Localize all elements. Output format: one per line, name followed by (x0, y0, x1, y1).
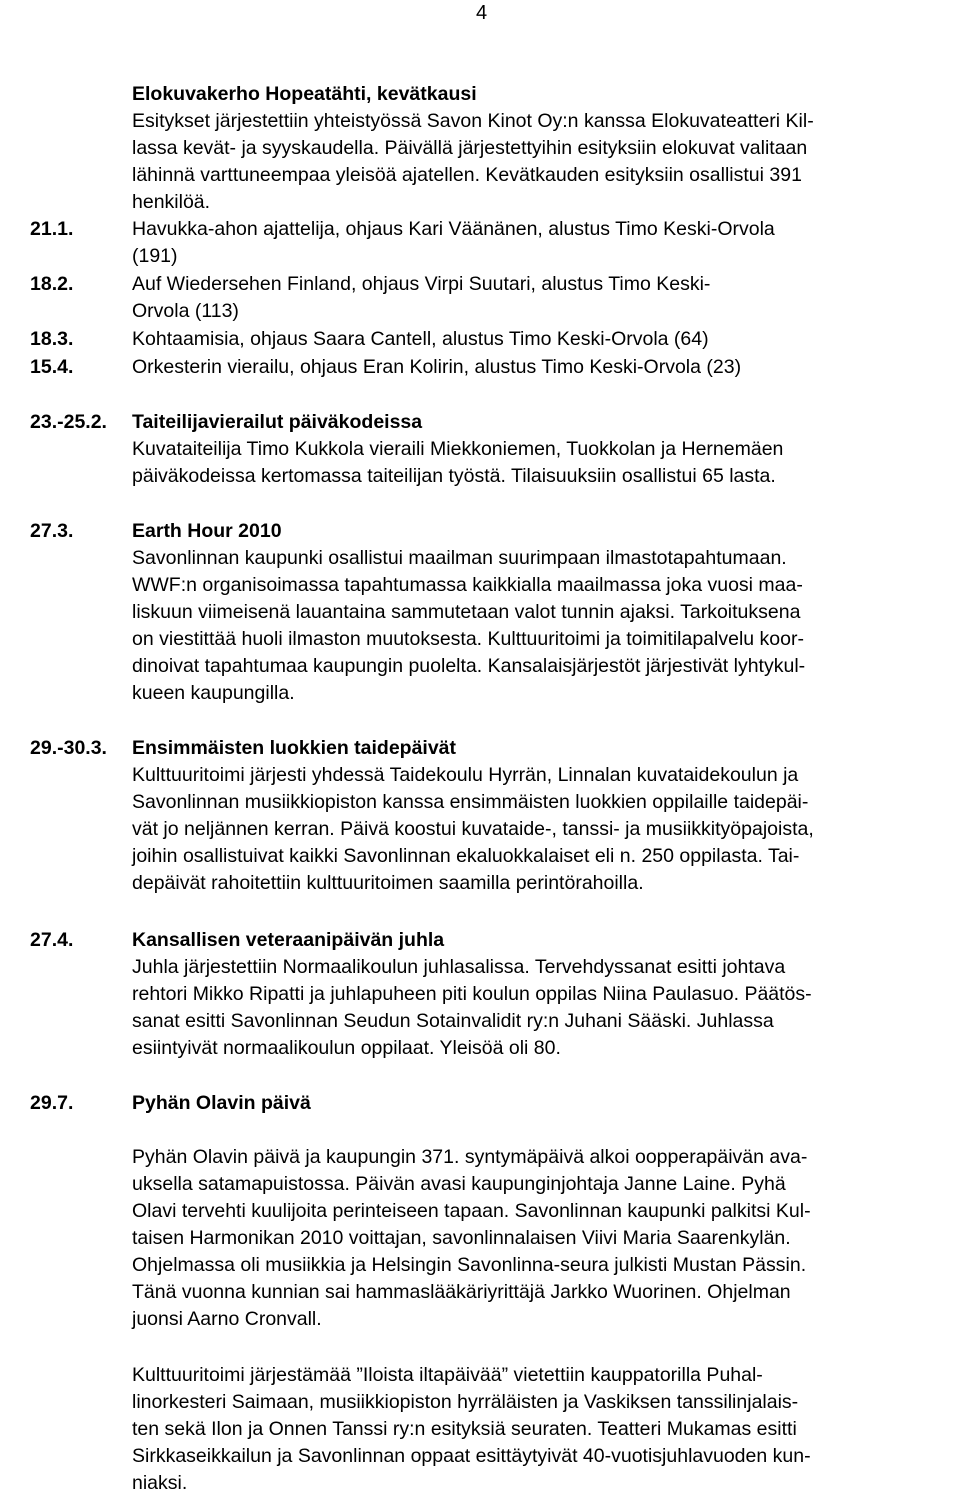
screening-text: Auf Wiedersehen Finland, ohjaus Virpi Suutari, alustus Timo Keski- (132, 273, 711, 295)
screening-text: (191) (132, 245, 178, 267)
event-date: 23.-25.2. (30, 411, 107, 433)
screening-text: Orvola (113) (132, 300, 239, 322)
event-title: Pyhän Olavin päivä (132, 1092, 311, 1114)
body-line: juonsi Aarno Cronvall. (132, 1308, 322, 1330)
screening-text: Orkesterin vierailu, ohjaus Eran Kolirin, alustus Timo Keski-Orvola (23) (132, 356, 742, 378)
body-line: sanat esitti Savonlinnan Seudun Sotainvalidit ry:n Juhani Sääski. Juhlassa (132, 1010, 774, 1032)
body-line: lassa kevät- ja syyskaudella. Päivällä järjestettyihin esityksiin elokuvat valitaan (132, 137, 808, 159)
body-line: ten sekä Ilon ja Onnen Tanssi ry:n esityksiä seuraten. Teatteri Mukamas esitti (132, 1418, 797, 1440)
body-line: vät jo neljännen kerran. Päivä koostui kuvataide-, tanssi- ja musiikkityöpajoista, (132, 818, 814, 840)
event-date: 29.7. (30, 1092, 74, 1114)
section-title: Elokuvakerho Hopeatähti, kevätkausi (132, 83, 477, 105)
body-line: Tänä vuonna kunnian sai hammaslääkäriyrittäjä Jarkko Wuorinen. Ohjelman (132, 1281, 791, 1303)
body-line: rehtori Mikko Ripatti ja juhlapuheen piti koulun oppilas Niina Paulasuo. Päätös- (132, 983, 812, 1005)
event-date: 27.3. (30, 520, 74, 542)
event-date: 27.4. (30, 929, 74, 951)
body-line: lähinnä varttuneempaa yleisöä ajatellen. Kevätkauden esityksiin osallistui 391 (132, 164, 802, 186)
body-line: linorkesteri Saimaan, musiikkiopiston hyrräläisten ja Vaskiksen tanssilinjalais- (132, 1391, 799, 1413)
screening-date: 18.3. (30, 328, 74, 350)
event-title: Kansallisen veteraanipäivän juhla (132, 929, 445, 951)
body-line: depäivät rahoitettiin kulttuuritoimen saamilla perintörahoilla. (132, 872, 644, 894)
body-line: Esitykset järjestettiin yhteistyössä Savon Kinot Oy:n kanssa Elokuvateatteri Kil- (132, 110, 814, 132)
body-line: joihin osallistuivat kaikki Savonlinnan ekaluokkalaiset eli n. 250 oppilasta. Tai- (132, 845, 800, 867)
body-line: Juhla järjestettiin Normaalikoulun juhlasalissa. Tervehdyssanat esitti johtava (132, 956, 786, 978)
body-line: Savonlinnan kaupunki osallistui maailman suurimpaan ilmastotapahtumaan. (132, 547, 787, 569)
event-title: Ensimmäisten luokkien taidepäivät (132, 737, 457, 759)
body-line: WWF:n organisoimassa tapahtumassa kaikkialla maailmassa joka vuosi maa- (132, 574, 803, 596)
body-line: Savonlinnan musiikkiopiston kanssa ensimmäisten luokkien oppilaille taidepäi- (132, 791, 809, 813)
body-line: Sirkkaseikkailun ja Savonlinnan oppaat esittäytyivät 40-vuotisjuhlavuoden kun- (132, 1445, 811, 1467)
body-line: henkilöä. (132, 191, 211, 213)
body-line: Kuvataiteilija Timo Kukkola vieraili Miekkoniemen, Tuokkolan ja Hernemäen (132, 438, 784, 460)
body-line: taisen Harmonikan 2010 voittajan, savonlinnalaisen Viivi Maria Saarenkylän. (132, 1227, 791, 1249)
body-line: esiintyivät normaalikoulun oppilaat. Yleisöä oli 80. (132, 1037, 561, 1059)
body-line: Kulttuuritoimi järjesti yhdessä Taidekoulu Hyrrän, Linnalan kuvataidekoulun ja (132, 764, 799, 786)
body-line: uksella satamapuistossa. Päivän avasi kaupunginjohtaja Janne Laine. Pyhä (132, 1173, 786, 1195)
body-line: päiväkodeissa kertomassa taiteilijan työstä. Tilaisuuksiin osallistui 65 lasta. (132, 465, 776, 487)
screening-date: 15.4. (30, 356, 74, 378)
event-date: 29.-30.3. (30, 737, 107, 759)
screening-date: 18.2. (30, 273, 74, 295)
screening-text: Havukka-ahon ajattelija, ohjaus Kari Väänänen, alustus Timo Keski-Orvola (132, 218, 775, 240)
screening-date: 21.1. (30, 218, 74, 240)
body-line: Olavi tervehti kuulijoita perinteiseen tapaan. Savonlinnan kaupunki palkitsi Kul- (132, 1200, 811, 1222)
body-line: on viestittää huoli ilmaston muutoksesta. Kulttuuritoimi ja toimitilapalvelu koor- (132, 628, 804, 650)
event-title: Taiteilijavierailut päiväkodeissa (132, 411, 423, 433)
event-title: Earth Hour 2010 (132, 520, 282, 542)
body-line: kueen kaupungilla. (132, 682, 295, 704)
body-line: Pyhän Olavin päivä ja kaupungin 371. syntymäpäivä alkoi oopperapäivän ava- (132, 1146, 808, 1168)
screening-text: Kohtaamisia, ohjaus Saara Cantell, alustus Timo Keski-Orvola (64) (132, 328, 709, 350)
page-number: 4 (476, 2, 488, 24)
body-line: liskuun viimeisenä lauantaina sammutetaan valot tunnin ajaksi. Tarkoituksena (132, 601, 801, 623)
body-line: Kulttuuritoimi järjestämää ”Iloista iltapäivää” vietettiin kauppatorilla Puhal- (132, 1364, 763, 1386)
body-line: Ohjelmassa oli musiikkia ja Helsingin Savonlinna-seura julkisti Mustan Pässin. (132, 1254, 807, 1276)
body-line: dinoivat tapahtumaa kaupungin puolelta. Kansalaisjärjestöt järjestivät lyhtykul- (132, 655, 806, 677)
body-line: niaksi. (132, 1472, 188, 1494)
